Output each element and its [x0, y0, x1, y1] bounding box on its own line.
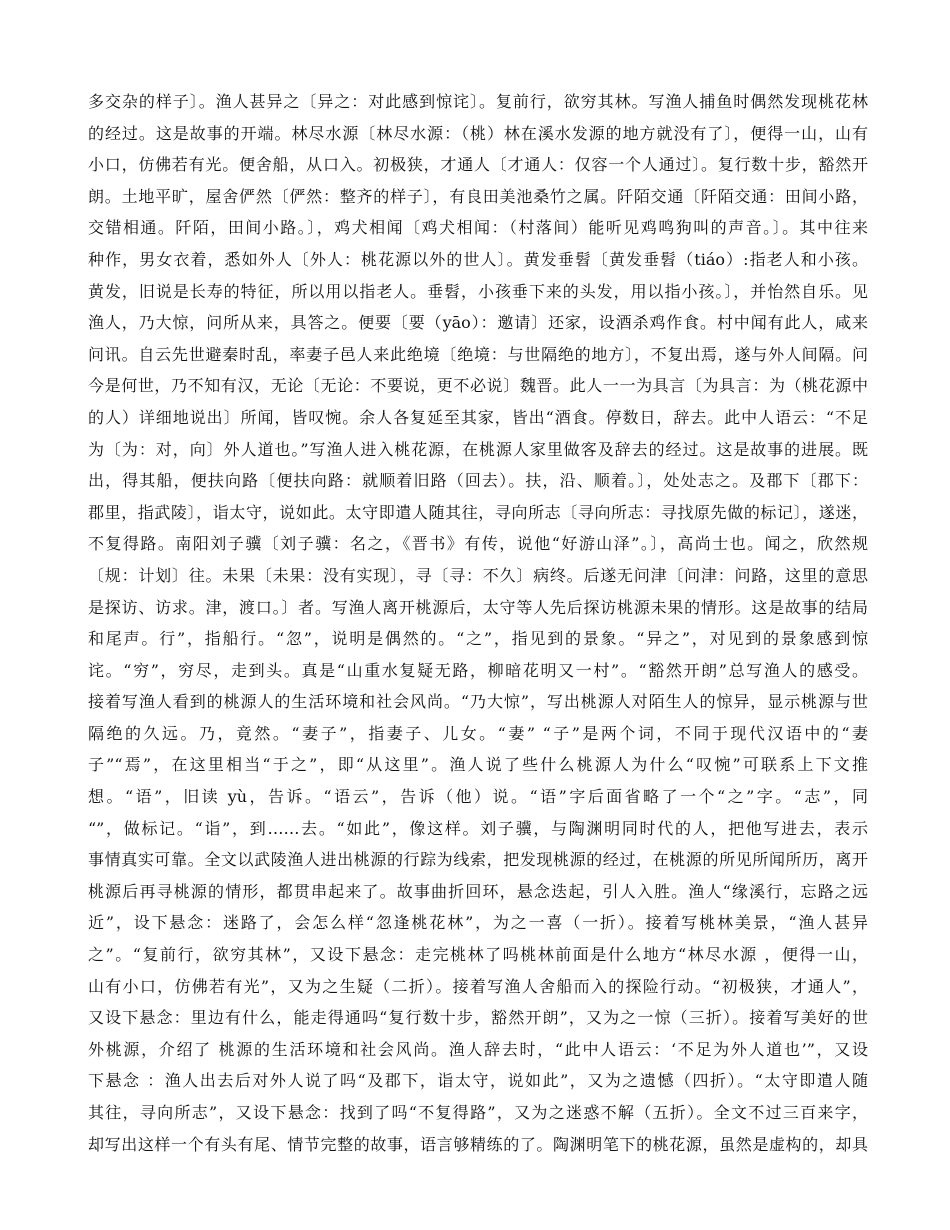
text-line: 诧。“穷”，穷尽，走到头。真是“山重水复疑无路，柳暗花明又一村”。“豁然开朗”总写渔人的感受。 [88, 660, 868, 680]
text-line: 多交杂的样子〕。渔人甚异之〔异之：对此感到惊诧〕。复前行，欲穷其林。写渔人捕鱼时偶然发现桃花林 [88, 92, 868, 111]
text-line: 又设下悬念：里边有什么，能走得通吗“复行数十步，豁然开朗”，又为之一惊（三折）。接着写美好的世 [88, 1008, 868, 1028]
document-body [88, 86, 868, 1160]
text-line: 近”，设下悬念：迷路了，会怎么样“忽逢桃花林”，为之一喜（一折）。接着写桃林美景，“渔人甚异 [88, 913, 868, 933]
text-line: 子”“焉”，在这里相当“于之”，即“从这里”。渔人说了些什么桃源人为什么“叹惋”可联系上下文推 [88, 755, 868, 775]
text-line: “”，做标记。“诣”，到……去。“如此”，像这样。刘子骥，与陶渊明同时代的人，把他写进去，表示 [88, 818, 868, 838]
text-line: 问讯。自云先世避秦时乱，率妻子邑人来此绝境〔绝境：与世隔绝的地方〕，不复出焉，遂与外人间隔。问 [88, 344, 868, 364]
text-line: 是探访、访求。津，渡口。〕者。写渔人离开桃源后，太守等人先后探访桃源未果的情形。这是故事的结局 [88, 597, 868, 617]
text-line: 下悬念 ：渔人出去后对外人说了吗“及郡下，诣太守，说如此”，又为之遗憾（四折）。“太守即遣人随 [88, 1071, 868, 1091]
text-line: 想。“语”，旧读 yù，告诉。“语云”，告诉（他）说。“语”字后面省略了一个“之”字。“志”，同 [88, 787, 868, 807]
text-line: 外桃源，介绍了 桃源的生活环境和社会风尚。渔人辞去时，“此中人语云：‘不足为外人道也’”，又设 [88, 1039, 868, 1059]
text-line: 和尾声。行”，指船行。“忽”，说明是偶然的。“之”，指见到的景象。“异之”，对见到的景象感到惊 [88, 629, 868, 649]
text-line: 不复得路。南阳刘子骥〔刘子骥：名之，《晋书》有传，说他“好游山泽”。〕，高尚士也。闻之，欣然规 [88, 534, 868, 554]
text-line: 事情真实可靠。全文以武陵渔人进出桃源的行踪为线索，把发现桃源的经过，在桃源的所见所闻所历，离开 [88, 850, 868, 870]
text-line: 的经过。这是故事的开端。林尽水源〔林尽水源：（桃）林在溪水发源的地方就没有了〕，便得一山，山有 [88, 123, 868, 143]
text-line: 渔人，乃大惊，问所从来，具答之。便要〔要（yāo）：邀请〕还家，设酒杀鸡作食。村中闻有此人，咸来 [88, 313, 868, 333]
text-line: 山有小口，仿佛若有光”，又为之生疑（二折）。接着写渔人舍船而入的探险行动。“初极狭，才通人”， [88, 976, 868, 996]
text-line: 小口，仿佛若有光。便舍船，从口入。初极狭，才通人〔才通人：仅容一个人通过〕。复行数十步，豁然开 [88, 155, 868, 175]
text-line: 黄发，旧说是长寿的特征，所以用以指老人。垂髫，小孩垂下来的头发，用以指小孩。〕，并怡然自乐。见 [88, 281, 868, 301]
text-line: 朗。土地平旷，屋舍俨然〔俨然：整齐的样子〕，有良田美池桑竹之属。阡陌交通〔阡陌交通：田间小路， [88, 186, 868, 206]
text-line: 〔规：计划〕往。未果〔未果：没有实现〕，寻〔寻：不久〕病终。后遂无问津〔问津：问路，这里的意思 [88, 565, 868, 585]
text-line: 隔绝的久远。乃，竟然。“妻子”，指妻子、儿女。“妻” “子”是两个词，不同于现代汉语中的“妻 [88, 723, 868, 743]
text-line: 交错相通。阡陌，田间小路。〕，鸡犬相闻〔鸡犬相闻：（村落间）能听见鸡鸣狗叫的声音。〕。其中往来 [88, 218, 868, 238]
text-line: 其往，寻向所志”，又设下悬念：找到了吗“不复得路”，又为之迷惑不解（五折）。全文不过三百来字， [88, 1103, 868, 1122]
text-line: 为〔为：对，向〕外人道也。”写渔人进入桃花源，在桃源人家里做客及辞去的经过。这是故事的进展。既 [88, 439, 868, 459]
text-line: 今是何世，乃不知有汉，无论〔无论：不要说，更不必说〕魏晋。此人一一为具言〔为具言：为（桃花源中 [88, 376, 868, 396]
text-line: 郡里，指武陵〕，诣太守，说如此。太守即遣人随其往，寻向所志〔寻向所志：寻找原先做的标记〕，遂迷， [88, 502, 868, 522]
text-line: 桃源后再寻桃源的情形，都贯串起来了。故事曲折回环，悬念迭起，引人入胜。渔人“缘溪行，忘路之远 [88, 881, 868, 901]
text-line: 的人）详细地说出〕所闻，皆叹惋。余人各复延至其家，皆出“酒食。停数日，辞去。此中人语云：“不足 [88, 407, 868, 427]
text-line: 之”。“复前行，欲穷其林”，又设下悬念：走完桃林了吗桃林前面是什么地方“林尽水源 ，便得一山， [88, 945, 868, 965]
text-line: 种作，男女衣着，悉如外人〔外人：桃花源以外的世人〕。黄发垂髫〔黄发垂髫（tiáo）:指老人和小孩。 [88, 249, 868, 269]
text-line: 接着写渔人看到的桃源人的生活环境和社会风尚。“乃大惊”，写出桃源人对陌生人的惊异，显示桃源与世 [88, 692, 868, 712]
text-line: 出，得其船，便扶向路〔便扶向路：就顺着旧路（回去）。扶，沿、顺着。〕，处处志之。及郡下〔郡下： [88, 471, 868, 491]
text-line: 却写出这样一个有头有尾、情节完整的故事，语言够精练的了。陶渊明笔下的桃花源，虽然是虚构的，却具 [88, 1134, 868, 1154]
